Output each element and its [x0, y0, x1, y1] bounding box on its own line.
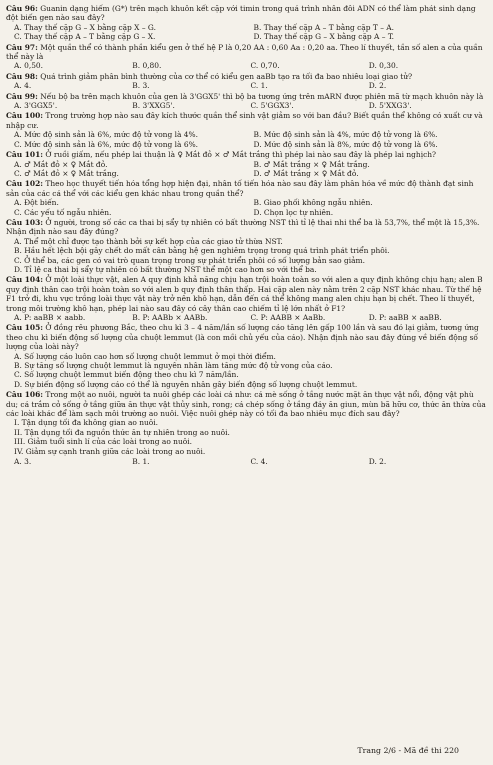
question-block	[6, 150, 487, 178]
answer-option: D. ♂ Mắt trắng × ♀ Mắt đỏ.	[253, 168, 359, 178]
answer-option: II. Tận dụng tối đa nguồn thức ăn tự nhiên trong ao nuôi.	[14, 427, 230, 437]
answer-options	[6, 61, 487, 70]
answer-option: D. Mức độ sinh sản là 8%, mức độ tử vong là 6%.	[253, 139, 438, 149]
answer-option: A. 4.	[14, 81, 32, 91]
question-number: Câu 103:	[6, 217, 44, 227]
answer-option: B. P: AABb × AABb.	[132, 313, 208, 322]
question-stem	[6, 92, 487, 101]
answer-option: C. ♂ Mắt đỏ × ♀ Mắt trắng.	[14, 168, 119, 178]
answer-option: D. Sự biến động số lượng cáo có thể là nguyên nhân gây biến động số lượng chuột lemmut.	[14, 379, 358, 389]
answer-options	[6, 313, 487, 322]
question-stem	[6, 390, 487, 418]
question-stem	[6, 218, 487, 237]
answer-option: B. ♂ Mắt trắng × ♀ Mắt trắng.	[253, 159, 370, 169]
question-stem	[6, 179, 487, 198]
answer-option: IV. Giảm sự cạnh tranh giữa các loài trong ao nuôi.	[14, 446, 206, 456]
answer-option: A. 3'GGX5'.	[14, 101, 58, 111]
question-block	[6, 111, 487, 149]
question-block	[6, 72, 487, 91]
question-text: Một quần thể có thành phần kiểu gen ở thế hệ P là 0,20 AA : 0,60 Aa : 0,20 aa. Theo lí thuyết, tần số alen a của quần thể này là	[6, 42, 483, 62]
answer-options	[6, 130, 487, 149]
question-list	[6, 4, 487, 456]
answer-option: C. Thay thế cặp A – T bằng cặp G – X.	[14, 32, 156, 42]
question-number: Câu 98:	[6, 71, 38, 81]
question-text: Trong một ao nuôi, người ta nuôi ghép các loài cá như: cá mè sống ở tầng nước mặt ăn thực vật nổi, động vật phù du; cá trắm cỏ sống ở tầng giữa ăn thực vật thủy sinh, rong; cá chép sống ở tầng đáy ăn giun, mùn bã hữu cơ, thức ăn thừa của các loài khác để làm sạch môi trường ao nuôi. Việc nuôi ghép này có tối đa bao nhiêu mục đích sau đây?	[6, 390, 486, 419]
question-number: Câu 104:	[6, 275, 44, 285]
question-block	[6, 179, 487, 217]
answer-option: B. Sự tăng số lượng chuột lemmut là nguyên nhân làm tăng mức độ tử vong của cáo.	[14, 361, 333, 371]
option-d: D. 2.	[368, 457, 387, 467]
answer-option: C. Ở thể ba, các gen có vai trò quan trọng trong sự phát triển phôi có số lượng bản sao giảm.	[14, 255, 365, 265]
answer-option: D. 2.	[368, 81, 387, 91]
answer-option: B. Giao phối không ngẫu nhiên.	[253, 198, 373, 208]
answer-option: A. Thay thế cặp G – X bằng cặp X – G.	[14, 22, 156, 32]
answer-option: D. Tỉ lệ ca thai bị sẩy tự nhiên có bất thường NST thể một cao hơn so với thể ba.	[14, 264, 317, 274]
answer-option: A. Thể một chỉ được tạo thành bởi sự kết hợp của các giao tử thừa NST.	[14, 236, 283, 246]
question-text: Ở đồng rêu phương Bắc, theo chu kì 3 – 4 năm/lần số lượng cáo tăng lên gấp 100 lần và sau đó lại giảm, tương ứng theo chu kì biến động số lượng của chuột lemmut (là con mồi chủ yếu của cáo). Nhận định nào sau đây đúng về biến động số lượng của loài này?	[6, 323, 479, 352]
question-number: Câu 106:	[6, 390, 44, 400]
answer-options	[6, 81, 487, 90]
answer-option: B. 3'XXG5'.	[132, 101, 175, 111]
question-stem	[6, 4, 487, 23]
answer-option: C. P: AABB × AaBb.	[250, 313, 326, 322]
question-text: Nếu bộ ba trên mạch khuôn của gen là 3'GGX5' thì bộ ba tương ứng trên mARN được phiên mã từ mạch khuôn này là	[40, 91, 484, 101]
answer-option: C. 5'GGX3'.	[250, 101, 294, 111]
answer-option: D. Chọn lọc tự nhiên.	[253, 207, 334, 217]
question-number: Câu 105:	[6, 323, 44, 333]
option-a: A. 3.	[14, 457, 32, 467]
option-b: B. 1.	[132, 457, 150, 467]
answer-option: D. Thay thế cặp G – X bằng cặp A – T.	[253, 32, 395, 42]
final-answer-options	[6, 457, 487, 466]
question-block	[6, 43, 487, 71]
question-number: Câu 102:	[6, 179, 44, 189]
question-stem	[6, 111, 487, 130]
question-text: Theo học thuyết tiến hóa tổng hợp hiện đại, nhân tố tiến hóa nào sau đây làm phân hóa về mức độ thành đạt sinh sản của các cá thể với các kiểu gen khác nhau trong quần thể?	[6, 179, 474, 198]
question-number: Câu 99:	[6, 91, 38, 101]
question-number: Câu 96:	[6, 4, 38, 13]
question-number: Câu 97:	[6, 42, 38, 52]
question-block	[6, 4, 487, 42]
answer-option: C. Số lượng chuột lemmut biến động theo chu kì 7 năm/lần.	[14, 370, 239, 380]
answer-options	[6, 237, 487, 275]
answer-option: A. Mức độ sinh sản là 6%, mức độ tử vong là 4%.	[14, 130, 198, 140]
answer-option: C. Các yếu tố ngẫu nhiên.	[14, 207, 112, 217]
answer-option: A. Đột biến.	[14, 198, 59, 208]
question-text: Guanin dạng hiếm (G*) trên mạch khuôn kết cặp với timin trong quá trình nhân đôi ADN có thể làm phát sinh dạng đột biến gen nào sau đây?	[6, 4, 476, 23]
answer-options	[6, 198, 487, 217]
question-text: Quá trình giảm phân bình thường của cơ thể có kiểu gen aaBb tạo ra tối đa bao nhiêu loại giao tử?	[40, 71, 413, 81]
question-text: Ở người, trong số các ca thai bị sẩy tự nhiên có bất thường NST thì tỉ lệ thai nhi thể ba là 53,7%, thể một là 15,3%. Nhận định nào sau đây đúng?	[6, 217, 480, 237]
question-stem	[6, 150, 487, 159]
question-stem	[6, 275, 487, 313]
answer-option: A. Số lượng cáo luôn cao hơn số lượng chuột lemmut ở mọi thời điểm.	[14, 351, 276, 361]
answer-option: B. Thay thế cặp A – T bằng cặp T – A.	[253, 22, 395, 32]
answer-option: B. Mức độ sinh sản là 4%, mức độ tử vong là 6%.	[253, 130, 438, 140]
answer-option: D. 5'XXG3'.	[368, 101, 412, 111]
question-block	[6, 275, 487, 322]
answer-option: C. 1.	[250, 81, 268, 91]
answer-option: B. 0,80.	[132, 61, 162, 71]
page-footer: Trang 2/6 - Mã đề thi 220	[357, 745, 459, 755]
answer-option: A. P: aaBB × aabb.	[14, 313, 86, 322]
question-block	[6, 92, 487, 111]
answer-options	[6, 101, 487, 110]
answer-option: D. 0,30.	[368, 61, 399, 71]
question-stem	[6, 72, 487, 81]
question-block	[6, 390, 487, 456]
answer-options	[6, 160, 487, 179]
answer-option: C. Mức độ sinh sản là 6%, mức độ tử vong là 6%.	[14, 139, 198, 149]
question-number: Câu 101:	[6, 150, 44, 160]
answer-option: A. ♂ Mắt đỏ × ♀ Mắt đỏ.	[14, 159, 108, 169]
answer-option: C. 0,70.	[250, 61, 280, 71]
question-block	[6, 218, 487, 274]
question-stem	[6, 43, 487, 62]
question-stem	[6, 323, 487, 351]
question-text: Ở ruồi giấm, nếu phép lai thuận là ♀ Mắt đỏ × ♂ Mắt trắng thì phép lai nào sau đây là phép lai nghịch?	[45, 150, 437, 160]
answer-options	[6, 23, 487, 42]
option-c: C. 4.	[250, 457, 268, 467]
question-text: Ở một loài thực vật, alen A quy định khả năng chịu hạn trội hoàn toàn so với alen a quy định không chịu hạn; alen B quy định thân cao trội hoàn toàn so với alen b quy định thân thấp. Hai cặp alen này nằm trên 2 cặp NST khác nhau. Từ thế hệ F1 trở đi, khu vực trồng loài thực vật này trở nên khô hạn, dẫn đến cá thể không mang alen chịu hạn bị chết. Theo lí thuyết, trong môi trường khô hạn, phép lai nào sau đây có cây thân cao chiếm tỉ lệ lớn nhất ở F1?	[6, 275, 483, 313]
answer-options	[6, 352, 487, 390]
question-number: Câu 100:	[6, 111, 44, 121]
question-text: Trong trường hợp nào sau đây kích thước quần thể sinh vật giảm so với ban đầu? Biết quần thể không có xuất cư và nhập cư.	[6, 111, 483, 130]
answer-option: B. 3.	[132, 81, 150, 91]
answer-option: III. Giảm tuổi sinh lí của các loài trong ao nuôi.	[14, 437, 192, 447]
answer-option: I. Tận dụng tối đa không gian ao nuôi.	[14, 418, 159, 428]
answer-option: A. 0,50.	[14, 61, 44, 71]
question-block	[6, 323, 487, 389]
answer-options	[6, 418, 487, 456]
answer-option: D. P: aaBB × aaBB.	[368, 313, 442, 322]
answer-option: B. Hầu hết lệch bội gây chết do mất cân bằng hệ gen nghiêm trọng trong quá trình phát triển phôi.	[14, 246, 390, 256]
